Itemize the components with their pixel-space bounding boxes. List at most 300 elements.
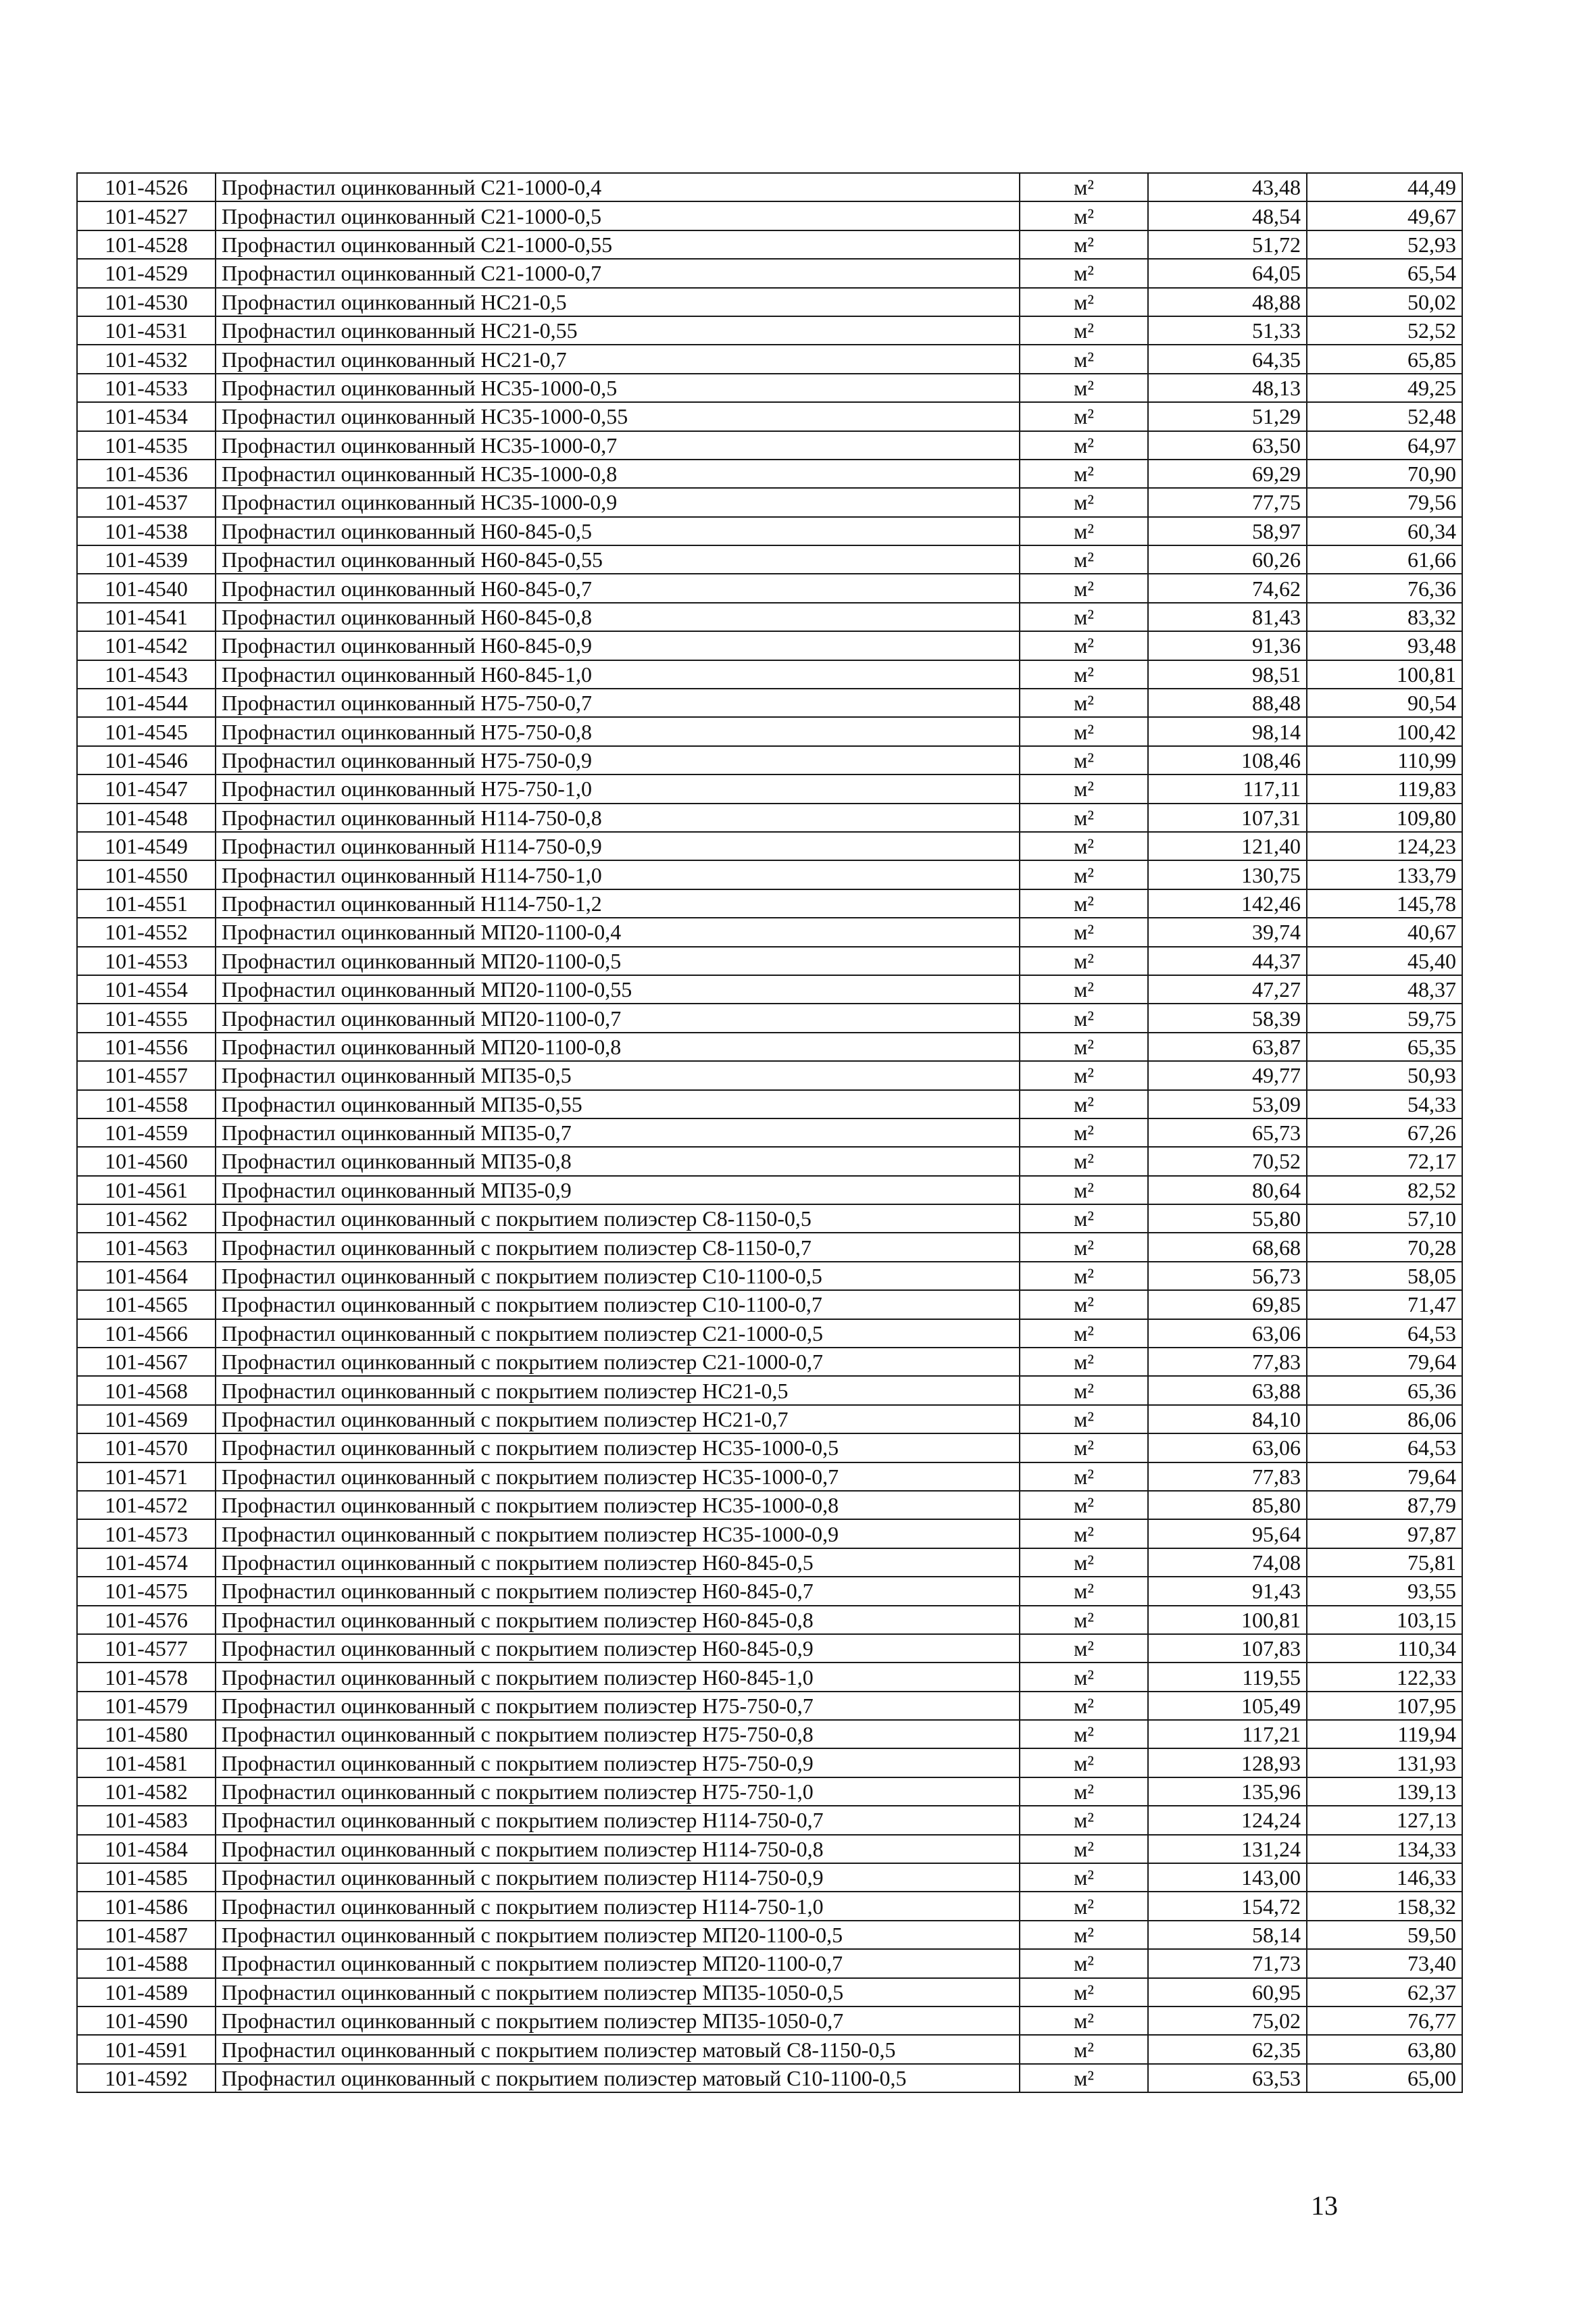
price-value-2: 127,13 [1307, 1806, 1462, 1834]
table-row [77, 1147, 1462, 1175]
item-unit: м² [1020, 746, 1148, 774]
item-unit: м² [1020, 947, 1148, 975]
item-name: Профнастил оцинкованный С21-1000-0,4 [216, 173, 1020, 201]
item-unit: м² [1020, 1147, 1148, 1175]
item-unit: м² [1020, 1606, 1148, 1634]
item-code: 101-4566 [77, 1319, 216, 1348]
price-value-2: 44,49 [1307, 173, 1462, 201]
price-value-1: 51,29 [1148, 402, 1307, 430]
item-unit: м² [1020, 1921, 1148, 1949]
price-value-1: 154,72 [1148, 1892, 1307, 1920]
price-value-2: 49,67 [1307, 201, 1462, 230]
price-value-2: 124,23 [1307, 832, 1462, 860]
item-code: 101-4544 [77, 689, 216, 717]
price-value-1: 71,73 [1148, 1949, 1307, 1977]
table-row [77, 2007, 1462, 2035]
price-value-1: 80,64 [1148, 1176, 1307, 1204]
item-code: 101-4572 [77, 1491, 216, 1519]
price-value-1: 48,54 [1148, 201, 1307, 230]
price-value-2: 109,80 [1307, 804, 1462, 832]
price-value-1: 44,37 [1148, 947, 1307, 975]
item-name: Профнастил оцинкованный Н60-845-0,8 [216, 603, 1020, 631]
item-code: 101-4590 [77, 2007, 216, 2035]
price-value-1: 63,06 [1148, 1319, 1307, 1348]
price-value-1: 60,95 [1148, 1978, 1307, 2007]
item-code: 101-4591 [77, 2035, 216, 2063]
item-code: 101-4536 [77, 460, 216, 488]
item-code: 101-4528 [77, 230, 216, 259]
item-code: 101-4575 [77, 1577, 216, 1605]
item-unit: м² [1020, 1004, 1148, 1032]
price-value-1: 63,06 [1148, 1433, 1307, 1462]
price-value-1: 128,93 [1148, 1748, 1307, 1777]
price-value-2: 107,95 [1307, 1692, 1462, 1720]
item-code: 101-4568 [77, 1376, 216, 1404]
item-name: Профнастил оцинкованный с покрытием полиэстер С8-1150-0,5 [216, 1204, 1020, 1233]
price-value-2: 52,48 [1307, 402, 1462, 430]
price-value-2: 40,67 [1307, 918, 1462, 946]
price-value-1: 107,83 [1148, 1634, 1307, 1663]
item-name: Профнастил оцинкованный Н75-750-1,0 [216, 774, 1020, 803]
item-name: Профнастил оцинкованный с покрытием полиэстер МП20-1100-0,7 [216, 1949, 1020, 1977]
item-unit: м² [1020, 488, 1148, 516]
table-row [77, 603, 1462, 631]
price-value-2: 75,81 [1307, 1548, 1462, 1577]
item-name: Профнастил оцинкованный с покрытием полиэстер Н60-845-0,7 [216, 1577, 1020, 1605]
item-code: 101-4539 [77, 545, 216, 574]
item-name: Профнастил оцинкованный МП35-0,7 [216, 1118, 1020, 1147]
table-row [77, 774, 1462, 803]
price-value-1: 88,48 [1148, 689, 1307, 717]
price-value-1: 53,09 [1148, 1090, 1307, 1118]
price-value-2: 52,52 [1307, 316, 1462, 345]
table-row [77, 1921, 1462, 1949]
price-value-2: 86,06 [1307, 1405, 1462, 1433]
table-row [77, 717, 1462, 745]
price-value-1: 43,48 [1148, 173, 1307, 201]
price-value-2: 59,75 [1307, 1004, 1462, 1032]
item-name: Профнастил оцинкованный С21-1000-0,5 [216, 201, 1020, 230]
table-row [77, 545, 1462, 574]
item-name: Профнастил оцинкованный с покрытием полиэстер НС21-0,5 [216, 1376, 1020, 1404]
price-value-1: 47,27 [1148, 975, 1307, 1004]
item-unit: м² [1020, 603, 1148, 631]
item-name: Профнастил оцинкованный МП35-0,8 [216, 1147, 1020, 1175]
price-value-1: 63,88 [1148, 1376, 1307, 1404]
price-table-body [77, 173, 1462, 2092]
item-code: 101-4576 [77, 1606, 216, 1634]
item-name: Профнастил оцинкованный МП35-0,5 [216, 1061, 1020, 1089]
price-value-2: 119,94 [1307, 1720, 1462, 1748]
item-code: 101-4570 [77, 1433, 216, 1462]
item-name: Профнастил оцинкованный Н75-750-0,9 [216, 746, 1020, 774]
item-code: 101-4551 [77, 889, 216, 918]
price-value-2: 62,37 [1307, 1978, 1462, 2007]
item-unit: м² [1020, 1720, 1148, 1748]
item-name: Профнастил оцинкованный НС21-0,55 [216, 316, 1020, 345]
item-code: 101-4537 [77, 488, 216, 516]
item-code: 101-4567 [77, 1348, 216, 1376]
item-name: Профнастил оцинкованный МП20-1100-0,8 [216, 1033, 1020, 1061]
table-row [77, 889, 1462, 918]
item-unit: м² [1020, 201, 1148, 230]
item-name: Профнастил оцинкованный с покрытием полиэстер Н60-845-0,5 [216, 1548, 1020, 1577]
table-row [77, 431, 1462, 460]
table-row [77, 1348, 1462, 1376]
item-name: Профнастил оцинкованный с покрытием полиэстер матовый С8-1150-0,5 [216, 2035, 1020, 2063]
table-row [77, 288, 1462, 316]
price-value-1: 51,33 [1148, 316, 1307, 345]
price-value-2: 100,81 [1307, 660, 1462, 689]
item-name: Профнастил оцинкованный Н75-750-0,8 [216, 717, 1020, 745]
item-name: Профнастил оцинкованный С21-1000-0,55 [216, 230, 1020, 259]
item-unit: м² [1020, 288, 1148, 316]
item-unit: м² [1020, 1949, 1148, 1977]
item-code: 101-4571 [77, 1462, 216, 1491]
item-code: 101-4578 [77, 1663, 216, 1691]
item-code: 101-4529 [77, 259, 216, 287]
price-value-2: 134,33 [1307, 1835, 1462, 1863]
item-code: 101-4549 [77, 832, 216, 860]
price-value-1: 60,26 [1148, 545, 1307, 574]
price-value-1: 68,68 [1148, 1233, 1307, 1261]
price-value-1: 62,35 [1148, 2035, 1307, 2063]
table-row [77, 488, 1462, 516]
price-value-1: 75,02 [1148, 2007, 1307, 2035]
item-code: 101-4553 [77, 947, 216, 975]
item-name: Профнастил оцинкованный с покрытием полиэстер С21-1000-0,7 [216, 1348, 1020, 1376]
item-name: Профнастил оцинкованный с покрытием полиэстер Н60-845-0,8 [216, 1606, 1020, 1634]
item-code: 101-4582 [77, 1777, 216, 1806]
price-value-2: 79,64 [1307, 1348, 1462, 1376]
price-value-2: 76,77 [1307, 2007, 1462, 2035]
item-code: 101-4555 [77, 1004, 216, 1032]
item-unit: м² [1020, 1061, 1148, 1089]
item-name: Профнастил оцинкованный Н60-845-0,55 [216, 545, 1020, 574]
item-name: Профнастил оцинкованный НС35-1000-0,8 [216, 460, 1020, 488]
item-unit: м² [1020, 1692, 1148, 1720]
price-value-2: 65,36 [1307, 1376, 1462, 1404]
item-name: Профнастил оцинкованный Н114-750-0,8 [216, 804, 1020, 832]
item-code: 101-4583 [77, 1806, 216, 1834]
item-unit: м² [1020, 631, 1148, 660]
price-value-2: 82,52 [1307, 1176, 1462, 1204]
item-code: 101-4546 [77, 746, 216, 774]
item-code: 101-4541 [77, 603, 216, 631]
price-value-2: 64,53 [1307, 1433, 1462, 1462]
table-row [77, 947, 1462, 975]
item-unit: м² [1020, 1376, 1148, 1404]
table-row [77, 1233, 1462, 1261]
item-code: 101-4527 [77, 201, 216, 230]
item-code: 101-4543 [77, 660, 216, 689]
item-name: Профнастил оцинкованный Н114-750-1,2 [216, 889, 1020, 918]
item-unit: м² [1020, 1204, 1148, 1233]
item-code: 101-4573 [77, 1519, 216, 1548]
price-value-1: 70,52 [1148, 1147, 1307, 1175]
table-row [77, 1118, 1462, 1147]
table-row [77, 201, 1462, 230]
table-row [77, 574, 1462, 602]
price-value-2: 103,15 [1307, 1606, 1462, 1634]
price-value-1: 119,55 [1148, 1663, 1307, 1691]
price-value-2: 110,34 [1307, 1634, 1462, 1663]
item-unit: м² [1020, 1348, 1148, 1376]
item-unit: м² [1020, 1118, 1148, 1147]
price-value-1: 142,46 [1148, 889, 1307, 918]
price-value-2: 48,37 [1307, 975, 1462, 1004]
price-value-1: 58,39 [1148, 1004, 1307, 1032]
price-value-2: 83,32 [1307, 603, 1462, 631]
table-row [77, 374, 1462, 402]
item-unit: м² [1020, 804, 1148, 832]
price-value-2: 52,93 [1307, 230, 1462, 259]
price-value-2: 58,05 [1307, 1262, 1462, 1290]
table-row [77, 460, 1462, 488]
table-row [77, 1405, 1462, 1433]
price-value-2: 64,97 [1307, 431, 1462, 460]
item-unit: м² [1020, 1491, 1148, 1519]
item-code: 101-4552 [77, 918, 216, 946]
table-row [77, 2064, 1462, 2092]
item-unit: м² [1020, 1233, 1148, 1261]
item-unit: м² [1020, 1033, 1148, 1061]
price-value-1: 100,81 [1148, 1606, 1307, 1634]
item-code: 101-4561 [77, 1176, 216, 1204]
item-name: Профнастил оцинкованный Н75-750-0,7 [216, 689, 1020, 717]
table-row [77, 1290, 1462, 1319]
price-value-1: 98,51 [1148, 660, 1307, 689]
price-value-2: 64,53 [1307, 1319, 1462, 1348]
price-value-1: 107,31 [1148, 804, 1307, 832]
item-name: Профнастил оцинкованный Н114-750-1,0 [216, 860, 1020, 889]
table-row [77, 1577, 1462, 1605]
item-name: Профнастил оцинкованный с покрытием полиэстер Н114-750-0,7 [216, 1806, 1020, 1834]
price-value-2: 70,90 [1307, 460, 1462, 488]
table-row [77, 402, 1462, 430]
item-name: Профнастил оцинкованный НС21-0,5 [216, 288, 1020, 316]
table-row [77, 1262, 1462, 1290]
price-value-2: 50,02 [1307, 288, 1462, 316]
item-unit: м² [1020, 1748, 1148, 1777]
item-code: 101-4586 [77, 1892, 216, 1920]
table-row [77, 1519, 1462, 1548]
item-unit: м² [1020, 1548, 1148, 1577]
table-row [77, 1748, 1462, 1777]
item-code: 101-4531 [77, 316, 216, 345]
price-value-1: 84,10 [1148, 1405, 1307, 1433]
item-unit: м² [1020, 402, 1148, 430]
item-unit: м² [1020, 1462, 1148, 1491]
item-unit: м² [1020, 574, 1148, 602]
item-code: 101-4588 [77, 1949, 216, 1977]
item-code: 101-4580 [77, 1720, 216, 1748]
item-name: Профнастил оцинкованный НС35-1000-0,9 [216, 488, 1020, 516]
item-unit: м² [1020, 1806, 1148, 1834]
item-unit: м² [1020, 345, 1148, 373]
table-row [77, 746, 1462, 774]
item-code: 101-4564 [77, 1262, 216, 1290]
price-value-1: 130,75 [1148, 860, 1307, 889]
item-name: Профнастил оцинкованный с покрытием полиэстер С8-1150-0,7 [216, 1233, 1020, 1261]
item-name: Профнастил оцинкованный с покрытием полиэстер НС35-1000-0,8 [216, 1491, 1020, 1519]
item-unit: м² [1020, 1176, 1148, 1204]
item-name: Профнастил оцинкованный с покрытием полиэстер С10-1100-0,7 [216, 1290, 1020, 1319]
price-value-2: 119,83 [1307, 774, 1462, 803]
table-row [77, 230, 1462, 259]
price-value-1: 124,24 [1148, 1806, 1307, 1834]
price-value-2: 65,35 [1307, 1033, 1462, 1061]
item-code: 101-4554 [77, 975, 216, 1004]
item-name: Профнастил оцинкованный МП20-1100-0,7 [216, 1004, 1020, 1032]
table-row [77, 975, 1462, 1004]
item-code: 101-4548 [77, 804, 216, 832]
price-value-1: 77,75 [1148, 488, 1307, 516]
item-name: Профнастил оцинкованный НС35-1000-0,55 [216, 402, 1020, 430]
price-value-2: 76,36 [1307, 574, 1462, 602]
price-value-1: 98,14 [1148, 717, 1307, 745]
item-name: Профнастил оцинкованный Н60-845-0,9 [216, 631, 1020, 660]
table-row [77, 517, 1462, 545]
price-value-1: 81,43 [1148, 603, 1307, 631]
item-unit: м² [1020, 689, 1148, 717]
price-value-2: 57,10 [1307, 1204, 1462, 1233]
price-value-1: 85,80 [1148, 1491, 1307, 1519]
price-value-2: 79,64 [1307, 1462, 1462, 1491]
item-unit: м² [1020, 1433, 1148, 1462]
price-value-1: 95,64 [1148, 1519, 1307, 1548]
table-row [77, 1033, 1462, 1061]
item-unit: м² [1020, 1290, 1148, 1319]
table-row [77, 316, 1462, 345]
table-row [77, 345, 1462, 373]
item-name: Профнастил оцинкованный с покрытием полиэстер матовый С10-1100-0,5 [216, 2064, 1020, 2092]
table-row [77, 1433, 1462, 1462]
item-code: 101-4592 [77, 2064, 216, 2092]
item-name: Профнастил оцинкованный НС35-1000-0,5 [216, 374, 1020, 402]
item-name: Профнастил оцинкованный Н60-845-0,5 [216, 517, 1020, 545]
item-code: 101-4547 [77, 774, 216, 803]
item-name: Профнастил оцинкованный с покрытием полиэстер МП35-1050-0,5 [216, 1978, 1020, 2007]
item-name: Профнастил оцинкованный с покрытием полиэстер Н60-845-0,9 [216, 1634, 1020, 1663]
item-name: Профнастил оцинкованный с покрытием полиэстер НС21-0,7 [216, 1405, 1020, 1433]
price-value-2: 110,99 [1307, 746, 1462, 774]
price-value-2: 45,40 [1307, 947, 1462, 975]
item-code: 101-4585 [77, 1863, 216, 1892]
price-value-1: 105,49 [1148, 1692, 1307, 1720]
item-unit: м² [1020, 1519, 1148, 1548]
table-row [77, 860, 1462, 889]
item-name: Профнастил оцинкованный Н114-750-0,9 [216, 832, 1020, 860]
item-code: 101-4526 [77, 173, 216, 201]
table-row [77, 1004, 1462, 1032]
item-unit: м² [1020, 517, 1148, 545]
item-unit: м² [1020, 1663, 1148, 1691]
item-name: Профнастил оцинкованный МП20-1100-0,4 [216, 918, 1020, 946]
price-value-2: 90,54 [1307, 689, 1462, 717]
price-value-2: 122,33 [1307, 1663, 1462, 1691]
item-name: Профнастил оцинкованный с покрытием полиэстер МП35-1050-0,7 [216, 2007, 1020, 2035]
item-code: 101-4534 [77, 402, 216, 430]
price-value-1: 131,24 [1148, 1835, 1307, 1863]
item-unit: м² [1020, 1835, 1148, 1863]
item-name: Профнастил оцинкованный с покрытием полиэстер МП20-1100-0,5 [216, 1921, 1020, 1949]
price-value-1: 117,21 [1148, 1720, 1307, 1748]
item-name: Профнастил оцинкованный с покрытием полиэстер Н75-750-0,8 [216, 1720, 1020, 1748]
item-unit: м² [1020, 2064, 1148, 2092]
item-unit: м² [1020, 259, 1148, 287]
item-code: 101-4581 [77, 1748, 216, 1777]
price-value-2: 50,93 [1307, 1061, 1462, 1089]
table-row [77, 1548, 1462, 1577]
price-value-1: 58,14 [1148, 1921, 1307, 1949]
price-value-2: 63,80 [1307, 2035, 1462, 2063]
item-unit: м² [1020, 832, 1148, 860]
price-value-2: 93,48 [1307, 631, 1462, 660]
table-row [77, 1204, 1462, 1233]
price-value-1: 74,62 [1148, 574, 1307, 602]
price-value-1: 69,85 [1148, 1290, 1307, 1319]
item-unit: м² [1020, 1863, 1148, 1892]
price-value-1: 91,43 [1148, 1577, 1307, 1605]
item-code: 101-4579 [77, 1692, 216, 1720]
item-unit: м² [1020, 1090, 1148, 1118]
price-value-2: 87,79 [1307, 1491, 1462, 1519]
price-value-2: 73,40 [1307, 1949, 1462, 1977]
item-name: Профнастил оцинкованный с покрытием полиэстер НС35-1000-0,5 [216, 1433, 1020, 1462]
price-value-1: 135,96 [1148, 1777, 1307, 1806]
price-value-1: 74,08 [1148, 1548, 1307, 1577]
item-name: Профнастил оцинкованный с покрытием полиэстер Н75-750-0,7 [216, 1692, 1020, 1720]
price-value-2: 60,34 [1307, 517, 1462, 545]
item-unit: м² [1020, 374, 1148, 402]
item-unit: м² [1020, 431, 1148, 460]
table-row [77, 173, 1462, 201]
item-name: Профнастил оцинкованный с покрытием полиэстер Н114-750-0,8 [216, 1835, 1020, 1863]
item-name: Профнастил оцинкованный с покрытием полиэстер НС35-1000-0,7 [216, 1462, 1020, 1491]
price-value-2: 158,32 [1307, 1892, 1462, 1920]
item-unit: м² [1020, 918, 1148, 946]
item-code: 101-4556 [77, 1033, 216, 1061]
item-unit: м² [1020, 860, 1148, 889]
price-value-2: 70,28 [1307, 1233, 1462, 1261]
price-value-1: 121,40 [1148, 832, 1307, 860]
table-row [77, 1061, 1462, 1089]
item-unit: м² [1020, 975, 1148, 1004]
item-name: Профнастил оцинкованный с покрытием полиэстер НС35-1000-0,9 [216, 1519, 1020, 1548]
table-row [77, 1949, 1462, 1977]
price-value-1: 51,72 [1148, 230, 1307, 259]
table-row [77, 1720, 1462, 1748]
item-name: Профнастил оцинкованный С21-1000-0,7 [216, 259, 1020, 287]
price-value-2: 65,00 [1307, 2064, 1462, 2092]
item-name: Профнастил оцинкованный Н60-845-0,7 [216, 574, 1020, 602]
table-row [77, 1376, 1462, 1404]
item-unit: м² [1020, 889, 1148, 918]
table-row [77, 631, 1462, 660]
price-value-1: 117,11 [1148, 774, 1307, 803]
price-value-2: 100,42 [1307, 717, 1462, 745]
item-name: Профнастил оцинкованный с покрытием полиэстер Н75-750-1,0 [216, 1777, 1020, 1806]
item-code: 101-4584 [77, 1835, 216, 1863]
table-row [77, 1978, 1462, 2007]
item-unit: м² [1020, 2007, 1148, 2035]
item-code: 101-4535 [77, 431, 216, 460]
price-value-1: 39,74 [1148, 918, 1307, 946]
table-row [77, 832, 1462, 860]
table-row [77, 1491, 1462, 1519]
item-name: Профнастил оцинкованный с покрытием полиэстер С21-1000-0,5 [216, 1319, 1020, 1348]
